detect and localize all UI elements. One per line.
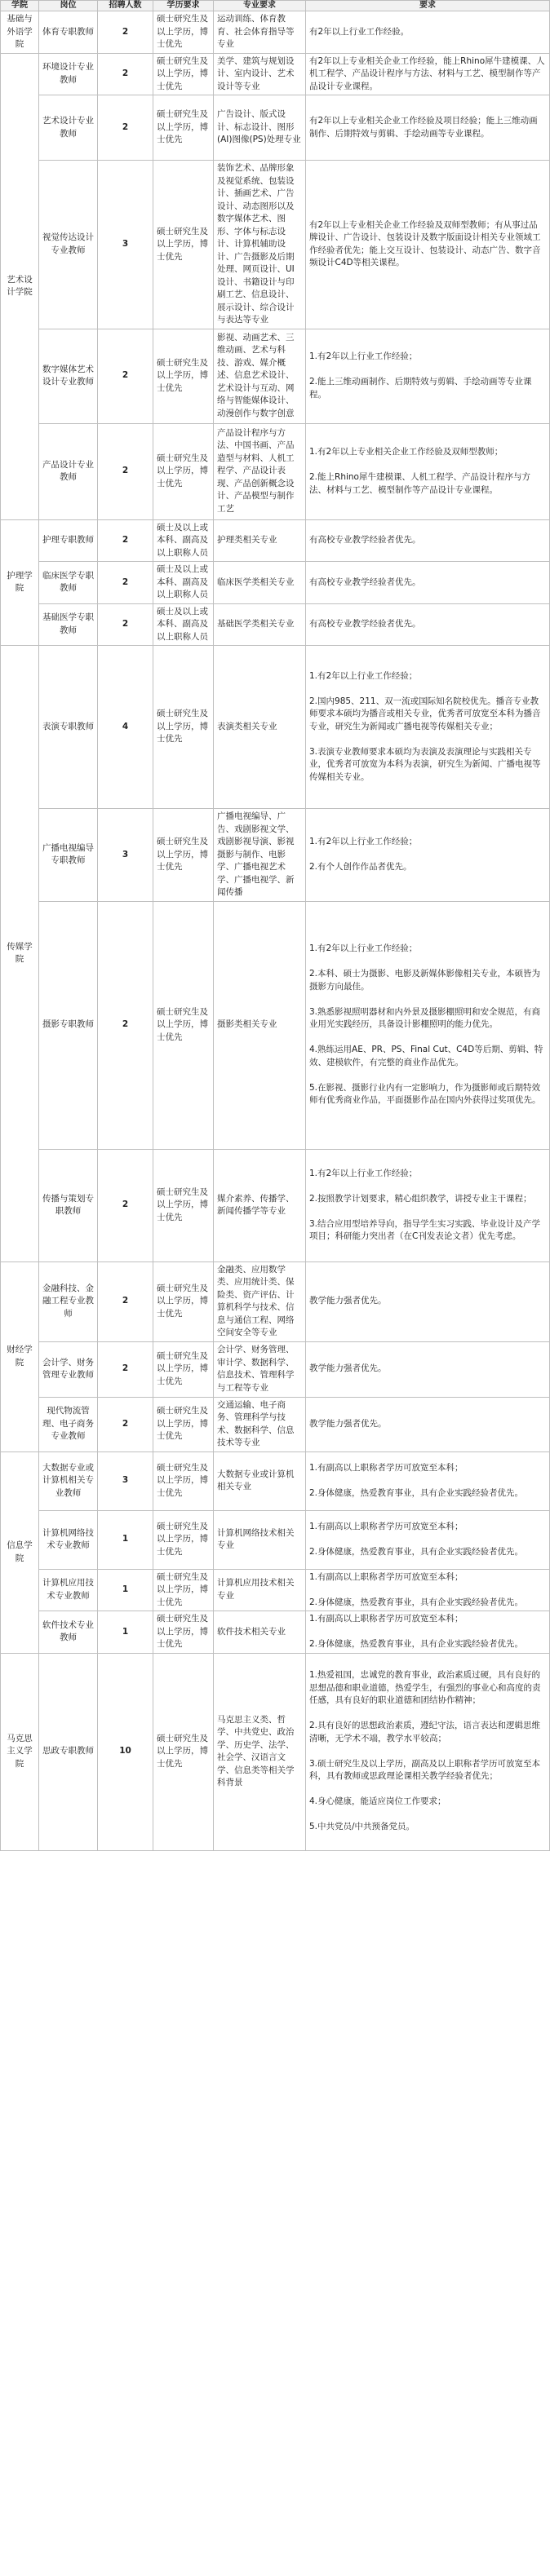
post-name: 传播与策划专职教师	[39, 1149, 98, 1261]
table-row	[1, 53, 550, 95]
job-requirement: 1.有2年以上行业工作经验； 2.有个人创作作品者优先。	[306, 809, 550, 902]
education-requirement: 硕士研究生及以上学历，博士优先	[153, 11, 214, 54]
major-requirement: 媒介素养、传播学、新闻传播学等专业	[214, 1149, 306, 1261]
hiring-count: 1	[98, 1510, 153, 1569]
table-row	[1, 11, 550, 54]
hiring-count: 3	[98, 1451, 153, 1510]
major-requirement: 广告设计、版式设计、标志设计、图形(AI)图像(PS)处理专业	[214, 95, 306, 161]
education-requirement: 硕士研究生及以上学历，博士优先	[153, 95, 214, 161]
header-college: 学院	[1, 1, 39, 11]
table-row	[1, 1397, 550, 1451]
table-header-row	[1, 1, 550, 11]
table-row	[1, 519, 550, 562]
table-row	[1, 1653, 550, 1850]
post-name: 体育专职教师	[39, 11, 98, 54]
job-requirement: 1.有2年以上行业工作经验； 2.能上三维动画制作、后期特效与剪辑、手绘动画等专业课程。	[306, 329, 550, 423]
major-requirement: 产品设计程序与方法、中国书画、产品造型与材料、人机工程学、产品设计表现、产品创新概念设计、产品模型与制作工艺	[214, 423, 306, 519]
college-name: 传媒学院	[1, 646, 39, 1262]
education-requirement: 硕士研究生及以上学历，博士优先	[153, 1149, 214, 1261]
header-major: 专业要求	[214, 1, 306, 11]
education-requirement: 硕士研究生及以上学历，博士优先	[153, 161, 214, 329]
education-requirement: 硕士研究生及以上学历，博士优先	[153, 1341, 214, 1397]
job-requirement: 有2年以上专业相关企业工作经验，能上Rhino犀牛建模课、人机工程学、产品设计程序与方法、材料与工艺、模型制作等产品设计专业课程。	[306, 53, 550, 95]
major-requirement: 临床医学类相关专业	[214, 562, 306, 604]
job-requirement: 有2年以上专业相关企业工作经验及双师型教师；有从事过品牌设计、广告设计、包装设计及数字版面设计相关专业领域工作经验者优先；能上交互设计、包装设计、动态广告、数字音频设计C4D等相关课程。	[306, 161, 550, 329]
major-requirement: 会计学、财务管理、审计学、数据科学、信息技术、管理科学与工程等专业	[214, 1341, 306, 1397]
job-requirement: 1.有副高以上职称者学历可放宽至本科； 2.身体健康，热爱教育事业，具有企业实践经验者优先。	[306, 1569, 550, 1611]
education-requirement: 硕士研究生及以上学历，博士优先	[153, 53, 214, 95]
table-row	[1, 95, 550, 161]
post-name: 摄影专职教师	[39, 901, 98, 1149]
post-name: 环境设计专业教师	[39, 53, 98, 95]
header-education: 学历要求	[153, 1, 214, 11]
hiring-count: 2	[98, 11, 153, 54]
hiring-count: 2	[98, 603, 153, 646]
major-requirement: 软件技术相关专业	[214, 1611, 306, 1654]
college-name: 马克思主义学院	[1, 1653, 39, 1850]
education-requirement: 硕士研究生及以上学历，博士优先	[153, 1510, 214, 1569]
table-row	[1, 1611, 550, 1654]
major-requirement: 影视、动画艺术、三维动画、艺术与科技、游戏、媒介概述、信息艺术设计、艺术设计与互动、网络与智能媒体设计、动漫创作与数字创意	[214, 329, 306, 423]
post-name: 软件技术专业教师	[39, 1611, 98, 1654]
post-name: 数字媒体艺术设计专业教师	[39, 329, 98, 423]
post-name: 会计学、财务管理专业教师	[39, 1341, 98, 1397]
major-requirement: 金融类、应用数学类、应用统计类、保险类、资产评估、计算机科学与技术、信息与通信工程、网络空间安全等专业	[214, 1261, 306, 1341]
post-name: 艺术设计专业教师	[39, 95, 98, 161]
table-row	[1, 646, 550, 809]
post-name: 思政专职教师	[39, 1653, 98, 1850]
table-body	[1, 11, 550, 1851]
post-name: 临床医学专职教师	[39, 562, 98, 604]
job-requirement: 1.有2年以上行业工作经验； 2.本科、硕士为摄影、电影及新媒体影像相关专业，本硕皆为摄影方向最佳。 3.熟悉影视照明器材和内外景及摄影棚照明和安全规范，有商业用光实践经历，具备设计影棚照明的能力优先。 4.熟练运用AE、PR、PS、Final Cut、C4D等后期、剪辑、特效、建模软件，有完整的商业作品优先。 5.在影视、摄影行业内有一定影响力，作为摄影师或后期特效师有优秀商业作品，平面摄影作品在国内外获得过奖项优先。	[306, 901, 550, 1149]
education-requirement: 硕士及以上或本科、副高及以上职称人员	[153, 562, 214, 604]
job-requirement: 有2年以上专业相关企业工作经验及项目经验；能上三维动画制作、后期特效与剪辑、手绘动画等专业课程。	[306, 95, 550, 161]
major-requirement: 护理类相关专业	[214, 519, 306, 562]
table-row	[1, 1510, 550, 1569]
hiring-count: 2	[98, 53, 153, 95]
major-requirement: 运动训练、体育教育、社会体育指导等专业	[214, 11, 306, 54]
job-requirement: 有高校专业教学经验者优先。	[306, 603, 550, 646]
table-row	[1, 423, 550, 519]
table-row	[1, 562, 550, 604]
hiring-count: 2	[98, 423, 153, 519]
major-requirement: 摄影类相关专业	[214, 901, 306, 1149]
job-requirement: 有高校专业教学经验者优先。	[306, 562, 550, 604]
table-row	[1, 1261, 550, 1341]
post-name: 产品设计专业教师	[39, 423, 98, 519]
major-requirement: 基础医学类相关专业	[214, 603, 306, 646]
hiring-count: 2	[98, 1261, 153, 1341]
education-requirement: 硕士研究生及以上学历，博士优先	[153, 1653, 214, 1850]
hiring-count: 10	[98, 1653, 153, 1850]
table-row	[1, 1451, 550, 1510]
college-name: 财经学院	[1, 1261, 39, 1451]
hiring-count: 3	[98, 809, 153, 902]
hiring-count: 2	[98, 562, 153, 604]
table-row	[1, 809, 550, 902]
hiring-count: 2	[98, 1397, 153, 1451]
hiring-count: 2	[98, 519, 153, 562]
post-name: 基础医学专职教师	[39, 603, 98, 646]
job-requirement: 1.有2年以上行业工作经验； 2.按照教学计划要求，精心组织教学，讲授专业主干课程； 3.结合应用型培养导向，指导学生实习实践、毕业设计及产学项目；科研能力突出者（在C刊发表论文者）优先考虑。	[306, 1149, 550, 1261]
major-requirement: 广播电视编导、广告、戏剧影视文学、戏剧影视导演、影视摄影与制作、电影学、广播电视艺术学、广播电视学、新闻传播	[214, 809, 306, 902]
post-name: 视觉传达设计专业教师	[39, 161, 98, 329]
college-name: 信息学院	[1, 1451, 39, 1653]
education-requirement: 硕士研究生及以上学历，博士优先	[153, 1611, 214, 1654]
job-requirement: 教学能力强者优先。	[306, 1341, 550, 1397]
hiring-count: 1	[98, 1569, 153, 1611]
major-requirement: 美学、建筑与规划设计、室内设计、艺术设计等专业	[214, 53, 306, 95]
hiring-count: 2	[98, 1149, 153, 1261]
table-row	[1, 603, 550, 646]
college-name: 艺术设计学院	[1, 53, 39, 519]
education-requirement: 硕士研究生及以上学历，博士优先	[153, 423, 214, 519]
hiring-count: 2	[98, 329, 153, 423]
post-name: 现代物流管理、电子商务专业教师	[39, 1397, 98, 1451]
education-requirement: 硕士及以上或本科、副高及以上职称人员	[153, 519, 214, 562]
hiring-count: 2	[98, 1341, 153, 1397]
major-requirement: 马克思主义类、哲学、中共党史、政治学、历史学、法学、社会学、汉语言文学、信息类等相关学科背景	[214, 1653, 306, 1850]
hiring-count: 2	[98, 95, 153, 161]
job-requirement: 1.有副高以上职称者学历可放宽至本科； 2.身体健康，热爱教育事业，具有企业实践经验者优先。	[306, 1510, 550, 1569]
education-requirement: 硕士研究生及以上学历，博士优先	[153, 646, 214, 809]
hiring-count: 2	[98, 901, 153, 1149]
hiring-count: 4	[98, 646, 153, 809]
post-name: 计算机应用技术专业教师	[39, 1569, 98, 1611]
table-row	[1, 1341, 550, 1397]
post-name: 广播电视编导专职教师	[39, 809, 98, 902]
header-post: 岗位	[39, 1, 98, 11]
job-requirement: 1.有2年以上行业工作经验； 2.国内985、211、双一流或国际知名院校优先。播音专业教师要求本硕均为播音或相关专业，优秀者可放宽至本科为播音专业，研究生为新闻或广播电视等传媒相关专业； 3.表演专业教师要求本硕均为表演及表演理论与实践相关专业，优秀者可放宽为本科为表演，研究生为新闻、广播电视等传媒相关专业。	[306, 646, 550, 809]
post-name: 大数据专业或计算机相关专业教师	[39, 1451, 98, 1510]
hiring-count: 1	[98, 1611, 153, 1654]
education-requirement: 硕士研究生及以上学历，博士优先	[153, 1569, 214, 1611]
post-name: 护理专职教师	[39, 519, 98, 562]
education-requirement: 硕士研究生及以上学历，博士优先	[153, 1261, 214, 1341]
education-requirement: 硕士研究生及以上学历，博士优先	[153, 1451, 214, 1510]
job-requirement: 1.有2年以上专业相关企业工作经验及双师型教师； 2.能上Rhino犀牛建模课、人机工程学、产品设计程序与方法、材料与工艺、模型制作等产品设计专业课程。	[306, 423, 550, 519]
post-name: 表演专职教师	[39, 646, 98, 809]
education-requirement: 硕士研究生及以上学历，博士优先	[153, 329, 214, 423]
college-name: 护理学院	[1, 519, 39, 646]
job-requirement: 1.有副高以上职称者学历可放宽至本科； 2.身体健康，热爱教育事业，具有企业实践经验者优先。	[306, 1611, 550, 1654]
major-requirement: 交通运输、电子商务、管理科学与技术、数据科学、信息技术等专业	[214, 1397, 306, 1451]
education-requirement: 硕士及以上或本科、副高及以上职称人员	[153, 603, 214, 646]
major-requirement: 表演类相关专业	[214, 646, 306, 809]
major-requirement: 装饰艺术、品牌形象及视觉系统、包装设计、插画艺术、广告设计、动态图形以及数字媒体艺术、图形、字体与标志设计、计算机辅助设计、广告摄影及后期处理、网页设计、UI设计、书籍设计与印刷工艺、信息设计、展示设计、综合设计与表达等专业	[214, 161, 306, 329]
table-row	[1, 161, 550, 329]
college-name: 基础与外语学院	[1, 11, 39, 54]
table-row	[1, 329, 550, 423]
post-name: 金融科技、金融工程专业教师	[39, 1261, 98, 1341]
education-requirement: 硕士研究生及以上学历，博士优先	[153, 1397, 214, 1451]
education-requirement: 硕士研究生及以上学历，博士优先	[153, 901, 214, 1149]
table-row	[1, 901, 550, 1149]
hiring-count: 3	[98, 161, 153, 329]
job-requirement: 有2年以上行业工作经验。	[306, 11, 550, 54]
job-requirement: 1.热爱祖国，忠诚党的教育事业，政治素质过硬，具有良好的思想品德和职业道德，热爱学生，有强烈的事业心和高度的责任感，具有良好的职业道德和团结协作精神； 2.具有良好的思想政治素质，遵纪守法，语言表达和逻辑思维清晰，无学术不端，教学水平较高； 3.硕士研究生及以上学历，副高及以上职称者学历可放宽至本科，具有教师或思政理论课相关教学经验者优先； 4.身心健康，能适应岗位工作要求； 5.中共党员/中共预备党员。	[306, 1653, 550, 1850]
job-requirement: 教学能力强者优先。	[306, 1261, 550, 1341]
job-requirement: 有高校专业教学经验者优先。	[306, 519, 550, 562]
education-requirement: 硕士研究生及以上学历，博士优先	[153, 809, 214, 902]
header-requirements: 要求	[306, 1, 550, 11]
table-row	[1, 1149, 550, 1261]
job-requirement: 教学能力强者优先。	[306, 1397, 550, 1451]
job-requirement: 1.有副高以上职称者学历可放宽至本科； 2.身体健康，热爱教育事业，具有企业实践经验者优先。	[306, 1451, 550, 1510]
header-count: 招聘人数	[98, 1, 153, 11]
major-requirement: 计算机网络技术相关专业	[214, 1510, 306, 1569]
table-row	[1, 1569, 550, 1611]
major-requirement: 大数据专业或计算机相关专业	[214, 1451, 306, 1510]
major-requirement: 计算机应用技术相关专业	[214, 1569, 306, 1611]
post-name: 计算机网络技术专业教师	[39, 1510, 98, 1569]
